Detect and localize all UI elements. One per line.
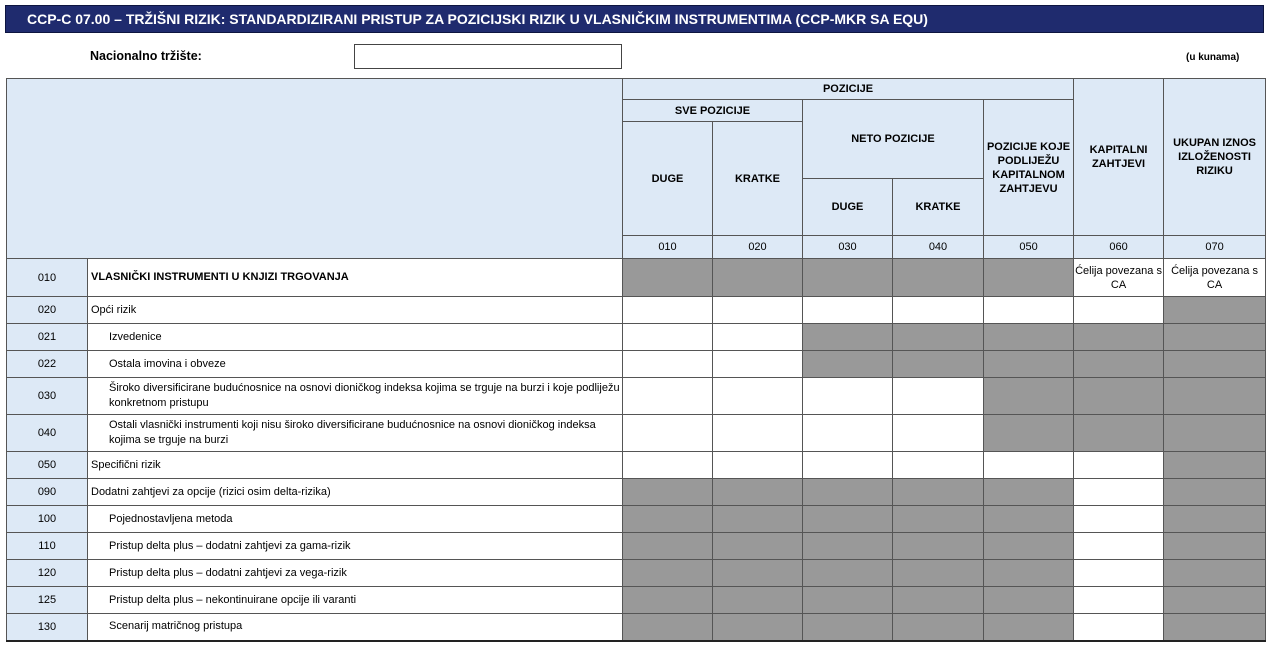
grey-cell <box>984 506 1074 533</box>
column-code: 030 <box>803 236 893 259</box>
row-label: Ostali vlasnički instrumenti koji nisu široko diversificirane budućnosnice na osnovi dioničkog indeksa kojima se trguje na burzi <box>88 415 623 452</box>
grey-cell <box>984 479 1074 506</box>
grey-cell <box>803 351 893 378</box>
input-cell[interactable] <box>803 452 893 479</box>
grey-cell <box>1164 614 1266 641</box>
row-label: Scenarij matričnog pristupa <box>88 614 623 641</box>
grey-cell <box>1164 452 1266 479</box>
row-label: Dodatni zahtjevi za opcije (rizici osim delta-rizika) <box>88 479 623 506</box>
grey-cell <box>623 479 713 506</box>
input-cell[interactable] <box>623 297 713 324</box>
input-cell[interactable] <box>623 452 713 479</box>
row-code: 100 <box>7 506 88 533</box>
column-code: 010 <box>623 236 713 259</box>
header-pozicije-koje: POZICIJE KOJE PODLIJEŽU KAPITALNOM ZAHTJEVU <box>984 100 1074 236</box>
grey-cell <box>803 479 893 506</box>
row-label: Opći rizik <box>88 297 623 324</box>
input-cell[interactable] <box>803 415 893 452</box>
input-cell[interactable] <box>893 378 984 415</box>
input-cell[interactable] <box>893 415 984 452</box>
input-cell[interactable] <box>1074 506 1164 533</box>
grey-cell <box>803 324 893 351</box>
row-code: 110 <box>7 533 88 560</box>
row-code: 090 <box>7 479 88 506</box>
row-code: 050 <box>7 452 88 479</box>
linked-cell-note: Ćelija povezana s CA <box>1164 259 1266 297</box>
grey-cell <box>623 506 713 533</box>
input-cell[interactable] <box>1074 560 1164 587</box>
grey-cell <box>893 479 984 506</box>
header-blank <box>7 79 623 259</box>
column-code: 060 <box>1074 236 1164 259</box>
input-cell[interactable] <box>623 378 713 415</box>
header-neto-duge: DUGE <box>803 179 893 236</box>
grey-cell <box>803 259 893 297</box>
grey-cell <box>713 614 803 641</box>
input-cell[interactable] <box>1074 533 1164 560</box>
row-label: Izvedenice <box>88 324 623 351</box>
grey-cell <box>984 351 1074 378</box>
input-cell[interactable] <box>803 378 893 415</box>
grey-cell <box>803 560 893 587</box>
input-cell[interactable] <box>623 324 713 351</box>
input-cell[interactable] <box>623 415 713 452</box>
input-cell[interactable] <box>713 415 803 452</box>
national-market-input[interactable] <box>354 44 622 69</box>
header-duge: DUGE <box>623 122 713 236</box>
grey-cell <box>713 560 803 587</box>
grey-cell <box>893 259 984 297</box>
linked-cell-note: Ćelija povezana s CA <box>1074 259 1164 297</box>
grey-cell <box>623 533 713 560</box>
grey-cell <box>1164 587 1266 614</box>
grey-cell <box>893 506 984 533</box>
grey-cell <box>893 560 984 587</box>
grey-cell <box>984 415 1074 452</box>
grey-cell <box>1164 297 1266 324</box>
national-market-label: Nacionalno tržište: <box>90 49 202 63</box>
input-cell[interactable] <box>713 324 803 351</box>
form-title: CCP-C 07.00 – TRŽIŠNI RIZIK: STANDARDIZIRANI PRISTUP ZA POZICIJSKI RIZIK U VLASNIČKIM INSTRUMENTIMA (CCP-MKR SA EQU) <box>5 5 1264 33</box>
input-cell[interactable] <box>1074 452 1164 479</box>
grey-cell <box>984 614 1074 641</box>
row-code: 120 <box>7 560 88 587</box>
row-code: 125 <box>7 587 88 614</box>
grey-cell <box>1164 415 1266 452</box>
input-cell[interactable] <box>713 452 803 479</box>
grey-cell <box>893 351 984 378</box>
grey-cell <box>713 479 803 506</box>
grey-cell <box>984 533 1074 560</box>
row-label: Pristup delta plus – dodatni zahtjevi za vega-rizik <box>88 560 623 587</box>
column-code: 020 <box>713 236 803 259</box>
grey-cell <box>984 259 1074 297</box>
input-cell[interactable] <box>1074 587 1164 614</box>
row-label: Široko diversificirane budućnosnice na osnovi dioničkog indeksa kojima se trguje na burzi i koje podliježu konkretnom pristupu <box>88 378 623 415</box>
grey-cell <box>803 506 893 533</box>
grey-cell <box>623 614 713 641</box>
grey-cell <box>1074 378 1164 415</box>
grey-cell <box>1164 479 1266 506</box>
grey-cell <box>1074 415 1164 452</box>
input-cell[interactable] <box>713 351 803 378</box>
grey-cell <box>1074 351 1164 378</box>
input-cell[interactable] <box>803 297 893 324</box>
units-label: (u kunama) <box>1186 52 1240 63</box>
grey-cell <box>803 587 893 614</box>
grey-cell <box>1164 351 1266 378</box>
input-cell[interactable] <box>984 297 1074 324</box>
header-neto-kratke: KRATKE <box>893 179 984 236</box>
grey-cell <box>713 506 803 533</box>
grey-cell <box>893 533 984 560</box>
grey-cell <box>1164 506 1266 533</box>
header-ukupan: UKUPAN IZNOS IZLOŽENOSTI RIZIKU <box>1164 79 1266 236</box>
grey-cell <box>893 587 984 614</box>
row-code: 030 <box>7 378 88 415</box>
header-kratke: KRATKE <box>713 122 803 236</box>
input-cell[interactable] <box>1074 614 1164 641</box>
row-label: Ostala imovina i obveze <box>88 351 623 378</box>
risk-table <box>6 78 1266 642</box>
input-cell[interactable] <box>893 452 984 479</box>
header-kapitalni: KAPITALNI ZAHTJEVI <box>1074 79 1164 236</box>
grey-cell <box>713 533 803 560</box>
grey-cell <box>623 587 713 614</box>
grey-cell <box>623 560 713 587</box>
row-code: 021 <box>7 324 88 351</box>
grey-cell <box>713 259 803 297</box>
column-code: 040 <box>893 236 984 259</box>
column-code: 070 <box>1164 236 1266 259</box>
input-cell[interactable] <box>1074 479 1164 506</box>
grey-cell <box>893 324 984 351</box>
row-code: 130 <box>7 614 88 641</box>
input-cell[interactable] <box>893 297 984 324</box>
grey-cell <box>984 560 1074 587</box>
row-label: Specifični rizik <box>88 452 623 479</box>
grey-cell <box>1164 324 1266 351</box>
grey-cell <box>984 587 1074 614</box>
grey-cell <box>623 259 713 297</box>
input-cell[interactable] <box>713 297 803 324</box>
grey-cell <box>803 533 893 560</box>
header-pozicije: POZICIJE <box>623 79 1074 100</box>
grey-cell <box>1164 378 1266 415</box>
row-code: 022 <box>7 351 88 378</box>
grey-cell <box>803 614 893 641</box>
header-sve-pozicije: SVE POZICIJE <box>623 100 803 122</box>
column-code: 050 <box>984 236 1074 259</box>
grey-cell <box>893 614 984 641</box>
input-cell[interactable] <box>984 452 1074 479</box>
grey-cell <box>1164 533 1266 560</box>
input-cell[interactable] <box>623 351 713 378</box>
input-cell[interactable] <box>713 378 803 415</box>
header-neto-pozicije: NETO POZICIJE <box>803 100 984 179</box>
row-code: 010 <box>7 259 88 297</box>
row-label: VLASNIČKI INSTRUMENTI U KNJIZI TRGOVANJA <box>88 259 623 297</box>
row-label: Pojednostavljena metoda <box>88 506 623 533</box>
row-code: 020 <box>7 297 88 324</box>
grey-cell <box>984 378 1074 415</box>
row-label: Pristup delta plus – dodatni zahtjevi za gama-rizik <box>88 533 623 560</box>
grey-cell <box>713 587 803 614</box>
row-label: Pristup delta plus – nekontinuirane opcije ili varanti <box>88 587 623 614</box>
grey-cell <box>1164 560 1266 587</box>
grey-cell <box>1074 324 1164 351</box>
input-cell[interactable] <box>1074 297 1164 324</box>
row-code: 040 <box>7 415 88 452</box>
grey-cell <box>984 324 1074 351</box>
